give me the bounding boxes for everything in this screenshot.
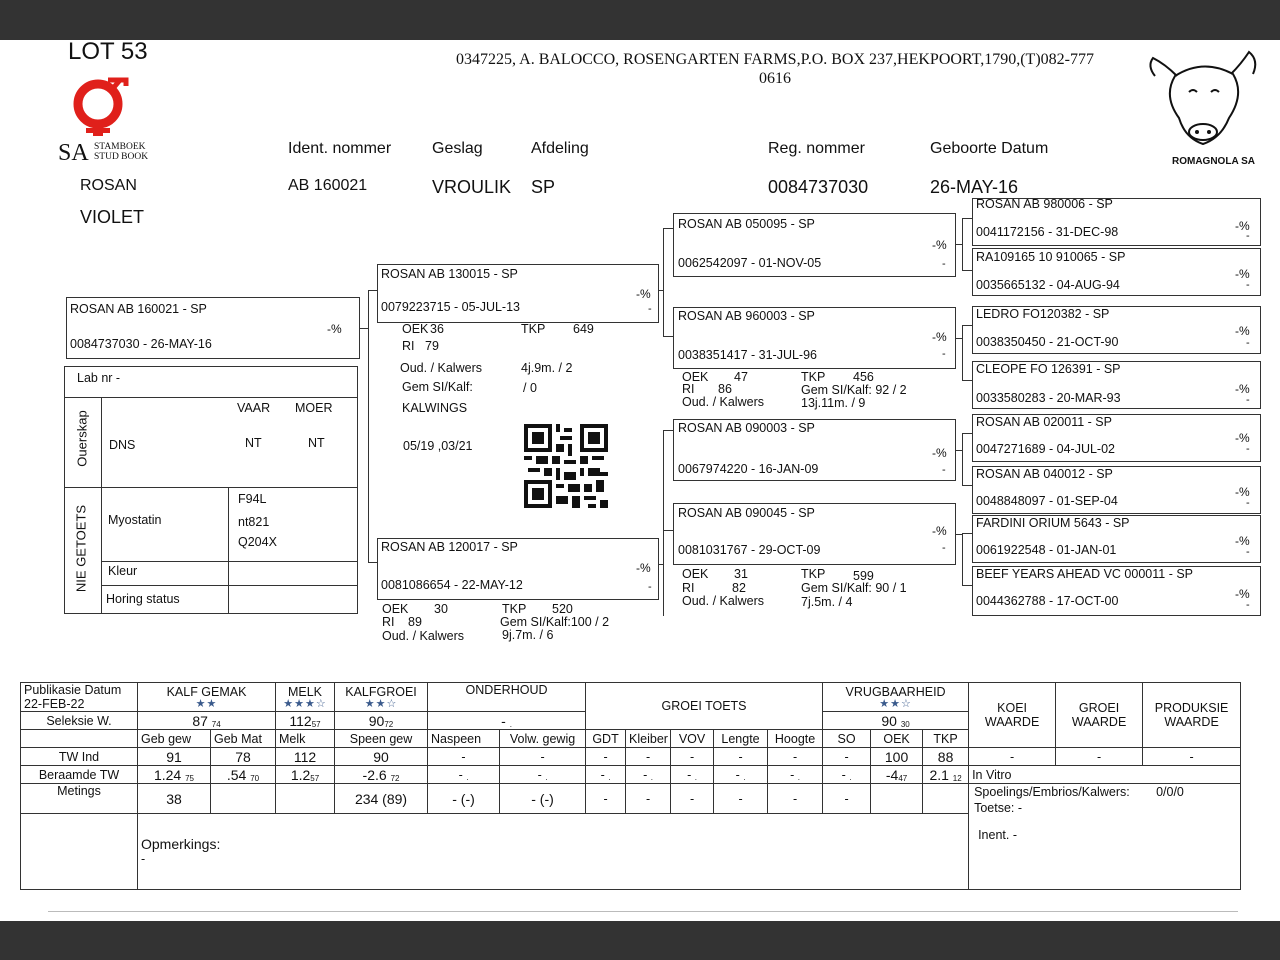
melk-stars: ★★★☆ xyxy=(283,697,327,710)
met-cell: - (-) xyxy=(428,784,500,814)
great-grandparent-box xyxy=(972,566,1261,616)
animal-name-2: VIOLET xyxy=(80,207,145,227)
dam-ri-label: RI xyxy=(382,615,395,629)
gp-tkp-label: TKP xyxy=(801,567,826,581)
ber-value: - xyxy=(790,767,795,782)
onderhoud-header: ONDERHOUD xyxy=(428,683,586,712)
sire-ri-label: RI xyxy=(402,339,415,353)
animal-afdeling: SP xyxy=(531,177,556,197)
publikasie-label: Publikasie Datum xyxy=(24,683,122,697)
ber-acc: 72 xyxy=(390,773,400,783)
sire-dash: - xyxy=(648,303,652,315)
ber-cell xyxy=(714,766,768,784)
ber-value: - xyxy=(537,767,542,782)
kalwings-dates: 05/19 ,03/21 xyxy=(403,439,473,453)
ber-cell xyxy=(428,766,500,784)
sel-onder-value: - xyxy=(501,712,506,729)
ggp-name: ROSAN AB 020011 - SP xyxy=(976,415,1112,429)
sel-kalf-value: 87 xyxy=(192,712,208,729)
great-grandparent-box xyxy=(972,414,1261,462)
tw-cell: - xyxy=(714,748,768,766)
ber-acc: . xyxy=(797,772,800,782)
gp-reg: 0038351417 - 31-JUL-96 xyxy=(678,348,817,362)
kalf-gemak-stars: ★★ xyxy=(195,697,218,710)
ber-value: - xyxy=(687,767,692,782)
ber-value: 2.1 xyxy=(929,766,949,783)
ber-value: 1.2 xyxy=(290,766,311,783)
gp-oud-label: Oud. / Kalwers xyxy=(682,594,764,608)
ber-acc: . xyxy=(545,772,548,782)
dam-ri: 89 xyxy=(408,615,422,629)
ggp-pct: -% xyxy=(1235,431,1250,445)
ggp-name: LEDRO FO120382 - SP xyxy=(976,307,1110,321)
groei-toets-header: GROEI TOETS xyxy=(586,683,823,730)
met-cell: - xyxy=(714,784,768,814)
gp-gem: Gem SI/Kalf: 92 / 2 xyxy=(801,383,907,397)
ber-value: - xyxy=(735,767,740,782)
ber-value: - xyxy=(600,767,605,782)
ggp-reg: 0033580283 - 20-MAR-93 xyxy=(976,391,1121,405)
sire-name: ROSAN AB 130015 - SP xyxy=(381,267,518,281)
ggp-reg: 0041172156 - 31-DEC-98 xyxy=(976,225,1119,239)
ggp-pct: -% xyxy=(1235,324,1250,338)
groei-waarde-header: GROEI WAARDE xyxy=(1056,683,1143,748)
gp-name: ROSAN AB 960003 - SP xyxy=(678,309,815,323)
inent-label: Inent. - xyxy=(978,828,1017,842)
table-row xyxy=(21,766,1241,784)
dam-tkp-label: TKP xyxy=(502,602,527,616)
gp-reg: 0081031767 - 29-OCT-09 xyxy=(678,543,821,557)
sel-vrug-value: 90 xyxy=(881,712,897,729)
animal-reg: 0084737030 xyxy=(768,177,869,197)
ber-label: Beraamde TW xyxy=(21,766,138,784)
ggp-dash: - xyxy=(1246,279,1250,291)
met-cell: 38 xyxy=(138,784,211,814)
ber-value: - xyxy=(643,767,648,782)
myo-f94l: F94L xyxy=(238,492,267,506)
ggp-pct: -% xyxy=(1235,587,1250,601)
gp-reg: 0062542097 - 01-NOV-05 xyxy=(678,256,822,270)
myo-q204x: Q204X xyxy=(238,535,277,549)
ggp-dash: - xyxy=(1246,443,1250,455)
sa-stamboek-logo xyxy=(70,76,130,138)
nie-getoets-label: NIE GETOETS xyxy=(73,504,89,593)
gp-ri: 82 xyxy=(732,581,746,595)
ggp-dash: - xyxy=(1246,546,1250,558)
met-cell: - xyxy=(626,784,671,814)
sire-reg: 0079223715 - 05-JUL-13 xyxy=(381,300,520,314)
met-cell: - xyxy=(768,784,823,814)
breeder-line-2: 0616 xyxy=(759,70,791,87)
opmerkings-value: - xyxy=(141,852,146,866)
ber-value: -2.6 xyxy=(362,766,387,783)
gp-oek-label: OEK xyxy=(682,370,709,384)
great-grandparent-box xyxy=(972,198,1261,246)
great-grandparent-box xyxy=(972,248,1261,296)
ber-acc: 47 xyxy=(898,773,908,783)
sel-groei xyxy=(335,712,428,730)
tw-cell: - xyxy=(500,748,586,766)
met-label: Metings xyxy=(21,784,138,814)
gp-reg: 0067974220 - 16-JAN-09 xyxy=(678,462,819,476)
ggp-name: RA109165 10 910065 - SP xyxy=(976,250,1126,264)
spoelings-cell xyxy=(969,784,1241,890)
dam-tkp: 520 xyxy=(552,602,573,616)
performance-table xyxy=(20,682,1241,890)
ouerskap-label: Ouerskap xyxy=(74,410,90,467)
gp-name: ROSAN AB 090045 - SP xyxy=(678,506,815,520)
ber-cell xyxy=(626,766,671,784)
tw-cell: 88 xyxy=(923,748,969,766)
footer-rule xyxy=(48,911,1238,912)
ggp-name: ROSAN AB 980006 - SP xyxy=(976,197,1113,211)
ber-value: -4 xyxy=(885,766,899,783)
ggp-reg: 0035665132 - 04-AUG-94 xyxy=(976,278,1120,292)
ber-cell xyxy=(335,766,428,784)
met-cell xyxy=(211,784,276,814)
col-header: Geb gew xyxy=(138,730,211,748)
ggp-reg: 0044362788 - 17-OCT-00 xyxy=(976,594,1119,608)
grandparent-box xyxy=(673,307,956,369)
ber-value: 1.24 xyxy=(153,766,182,783)
animal-name-1: ROSAN xyxy=(80,177,137,194)
dam-reg: 0081086654 - 22-MAY-12 xyxy=(381,578,523,592)
sire-oek-label: OEK xyxy=(402,322,429,336)
header-reg: Reg. nommer xyxy=(768,140,865,157)
col-header: VOV xyxy=(671,730,714,748)
lab-nr: Lab nr - xyxy=(77,371,121,385)
empty-cell xyxy=(21,730,138,748)
ber-acc: 12 xyxy=(952,773,962,783)
ggp-name: ROSAN AB 040012 - SP xyxy=(976,467,1113,481)
sel-vrug xyxy=(823,712,969,730)
dns-label: DNS xyxy=(109,438,136,452)
gp-name: ROSAN AB 090003 - SP xyxy=(678,421,815,435)
ggp-name: CLEOPE FO 126391 - SP xyxy=(976,362,1121,376)
sel-onder-acc: . xyxy=(509,719,512,729)
tw-cell: - xyxy=(768,748,823,766)
gp-dash: - xyxy=(942,258,946,270)
gp-tkp: 599 xyxy=(853,569,874,583)
empty-cell xyxy=(21,814,138,890)
ber-acc: . xyxy=(694,772,697,782)
header-ident: Ident. nommer xyxy=(288,140,392,157)
great-grandparent-box xyxy=(972,466,1261,514)
melk-header xyxy=(276,683,335,712)
qr-code[interactable] xyxy=(523,424,609,508)
sire-pct: -% xyxy=(636,287,651,301)
stamboek-label: STAMBOEK xyxy=(94,142,146,152)
tw-cell: 78 xyxy=(211,748,276,766)
breeder-info xyxy=(400,50,1150,88)
romagnola-logo-text: ROMAGNOLA SA xyxy=(1172,156,1255,167)
great-grandparent-box xyxy=(972,306,1261,354)
kalf-gemak-header xyxy=(138,683,276,712)
sire-gem: / 0 xyxy=(523,381,537,395)
grandparent-box xyxy=(673,213,956,277)
opmerkings-cell xyxy=(138,814,969,890)
subject-pct: -% xyxy=(327,322,342,336)
met-cell xyxy=(871,784,923,814)
gp-ri: 86 xyxy=(718,382,732,396)
ggp-pct: -% xyxy=(1235,485,1250,499)
col-header: GDT xyxy=(586,730,626,748)
gp-pct: -% xyxy=(932,524,947,538)
ber-cell xyxy=(823,766,871,784)
dns-moer: NT xyxy=(308,436,325,450)
ggp-name: FARDINI ORIUM 5643 - SP xyxy=(976,516,1130,530)
sire-box xyxy=(377,264,659,323)
dam-oud: 9j.7m. / 6 xyxy=(502,628,554,642)
gp-pct: -% xyxy=(932,330,947,344)
met-cell: - xyxy=(671,784,714,814)
vrugbaarheid-stars: ★★☆ xyxy=(879,697,912,710)
col-header: Geb Mat xyxy=(211,730,276,748)
kalwings-label: KALWINGS xyxy=(402,401,468,415)
grandparent-box xyxy=(673,503,956,565)
tw-cell: - xyxy=(586,748,626,766)
myo-nt821: nt821 xyxy=(238,515,270,529)
ber-cell xyxy=(138,766,211,784)
tw-cell: 112 xyxy=(276,748,335,766)
sire-gem-label: Gem SI/Kalf: xyxy=(402,380,473,394)
vrugbaarheid-header xyxy=(823,683,969,712)
col-header: SO xyxy=(823,730,871,748)
ber-cell xyxy=(871,766,923,784)
breeder-line-1: 0347225, A. BALOCCO, ROSENGARTEN FARMS,P.O. BOX 237,HEKPOORT,1790,(T)082-777 xyxy=(456,51,1094,68)
col-header: Naspeen xyxy=(428,730,500,748)
dam-pct: -% xyxy=(636,561,651,575)
ggp-pct: -% xyxy=(1235,219,1250,233)
gp-ri-label: RI xyxy=(682,581,695,595)
lot-number: LOT 53 xyxy=(68,38,148,65)
sel-kalf xyxy=(138,712,276,730)
dam-oud-label: Oud. / Kalwers xyxy=(382,629,464,643)
produksie-waarde-header: PRODUKSIE WAARDE xyxy=(1143,683,1241,748)
ber-acc: . xyxy=(608,772,611,782)
ber-cell xyxy=(671,766,714,784)
dam-name: ROSAN AB 120017 - SP xyxy=(381,540,518,554)
romagnola-bull-logo xyxy=(1145,46,1263,156)
ber-acc: 57 xyxy=(310,773,320,783)
header-geslag: Geslag xyxy=(432,140,483,157)
tw-groei: - xyxy=(1056,748,1143,766)
ber-acc: 75 xyxy=(185,773,195,783)
met-cell: 234 (89) xyxy=(335,784,428,814)
ggp-dash: - xyxy=(1246,230,1250,242)
myostatin-label: Myostatin xyxy=(108,513,162,527)
ber-value: - xyxy=(458,767,463,782)
tw-cell: - xyxy=(823,748,871,766)
sa-logo-letters: SA xyxy=(58,140,89,166)
gp-tkp: 456 xyxy=(853,370,874,384)
tw-cell: 91 xyxy=(138,748,211,766)
publikasie-cell xyxy=(21,683,138,712)
tw-cell: 100 xyxy=(871,748,923,766)
met-cell: - xyxy=(586,784,626,814)
sel-melk xyxy=(276,712,335,730)
gp-dash: - xyxy=(942,464,946,476)
ber-acc: . xyxy=(849,772,852,782)
dam-oek: 30 xyxy=(434,602,448,616)
gp-name: ROSAN AB 050095 - SP xyxy=(678,217,815,231)
sire-ri: 79 xyxy=(425,339,439,353)
ber-cell xyxy=(211,766,276,784)
great-grandparent-box xyxy=(972,515,1261,563)
met-cell: - (-) xyxy=(500,784,586,814)
publikasie-date: 22-FEB-22 xyxy=(24,697,85,711)
tw-cell: - xyxy=(626,748,671,766)
spoelings-value: 0/0/0 xyxy=(1156,785,1184,799)
gp-pct: -% xyxy=(932,238,947,252)
kleur-label: Kleur xyxy=(108,564,138,578)
top-bar xyxy=(0,0,1280,40)
ggp-dash: - xyxy=(1246,599,1250,611)
ber-acc: . xyxy=(743,772,746,782)
horing-label: Horing status xyxy=(106,592,180,606)
ggp-pct: -% xyxy=(1235,534,1250,548)
animal-ident: AB 160021 xyxy=(288,177,368,194)
ber-acc: 70 xyxy=(250,773,260,783)
col-header: TKP xyxy=(923,730,969,748)
ber-cell xyxy=(768,766,823,784)
tw-prod: - xyxy=(1143,748,1241,766)
ber-acc: . xyxy=(466,772,469,782)
header-geboorte: Geboorte Datum xyxy=(930,140,1049,157)
moer-header: MOER xyxy=(295,401,333,415)
gp-oek: 31 xyxy=(734,567,748,581)
dam-box xyxy=(377,538,659,600)
tw-cell: - xyxy=(671,748,714,766)
dam-oek-label: OEK xyxy=(382,602,409,616)
seleksie-label: Seleksie W. xyxy=(21,712,138,730)
sel-melk-acc: 57 xyxy=(311,719,321,729)
dns-vaar: NT xyxy=(245,436,262,450)
gp-ri-label: RI xyxy=(682,382,695,396)
subject-reg: 0084737030 - 26-MAY-16 xyxy=(70,337,212,351)
tw-koei: - xyxy=(969,748,1056,766)
ggp-reg: 0038350450 - 21-OCT-90 xyxy=(976,335,1119,349)
sel-melk-value: 112 xyxy=(289,712,312,729)
gp-pct: -% xyxy=(932,446,947,460)
ggp-reg: 0047271689 - 04-JUL-02 xyxy=(976,442,1115,456)
met-cell: - xyxy=(823,784,871,814)
studbook-label: STUD BOOK xyxy=(94,152,149,162)
tw-label: TW Ind xyxy=(21,748,138,766)
sire-oud: 4j.9m. / 2 xyxy=(521,361,573,375)
tw-cell: - xyxy=(428,748,500,766)
animal-geslag: VROULIK xyxy=(432,177,512,197)
ber-cell xyxy=(923,766,969,784)
ber-acc: . xyxy=(650,772,653,782)
col-header: Lengte xyxy=(714,730,768,748)
gp-oud: 13j.11m. / 9 xyxy=(801,396,866,410)
lab-box xyxy=(64,366,358,614)
table-row xyxy=(21,748,1241,766)
subject-name: ROSAN AB 160021 - SP xyxy=(70,302,207,316)
ggp-reg: 0048848097 - 01-SEP-04 xyxy=(976,494,1118,508)
ggp-dash: - xyxy=(1246,497,1250,509)
toetse-label: Toetse: - xyxy=(974,801,1023,815)
subject-box xyxy=(66,297,360,359)
ber-cell xyxy=(500,766,586,784)
sire-tkp-label: TKP xyxy=(521,322,546,336)
tw-cell: 90 xyxy=(335,748,428,766)
ggp-pct: -% xyxy=(1235,267,1250,281)
ber-value: - xyxy=(841,767,846,782)
col-header: Volw. gewig xyxy=(500,730,586,748)
ggp-reg: 0061922548 - 01-JAN-01 xyxy=(976,543,1117,557)
gp-oud: 7j.5m. / 4 xyxy=(801,595,853,609)
sel-groei-acc: 72 xyxy=(384,719,394,729)
kalfgroei-stars: ★★☆ xyxy=(364,697,398,710)
gp-dash: - xyxy=(942,348,946,360)
ber-value: .54 xyxy=(226,766,247,783)
sel-groei-value: 90 xyxy=(368,712,385,729)
sire-tkp: 649 xyxy=(573,322,594,336)
kalf-gemak-label: KALF GEMAK xyxy=(166,684,247,699)
koei-waarde-header: KOEI WAARDE xyxy=(969,683,1056,748)
col-header: Speen gew xyxy=(335,730,428,748)
vrugbaarheid-label: VRUGBAARHEID xyxy=(845,684,946,699)
stamboek-text xyxy=(94,142,148,162)
dam-dash: - xyxy=(648,581,652,593)
sel-onderhoud xyxy=(428,712,586,730)
gp-gem: Gem SI/Kalf: 90 / 1 xyxy=(801,581,907,595)
ggp-name: BEEF YEARS AHEAD VC 000011 - SP xyxy=(976,567,1193,581)
kalfgroei-label: KALFGROEI xyxy=(345,684,417,699)
ber-cell xyxy=(586,766,626,784)
bottom-bar xyxy=(0,921,1280,960)
ggp-dash: - xyxy=(1246,337,1250,349)
sire-oek: 36 xyxy=(430,322,444,336)
grandparent-box xyxy=(673,419,956,481)
table-row xyxy=(21,784,1241,814)
opmerkings-label: Opmerkings: xyxy=(141,836,221,852)
col-header: OEK xyxy=(871,730,923,748)
sel-vrug-acc: 30 xyxy=(900,719,910,729)
dam-gem: Gem SI/Kalf:100 / 2 xyxy=(500,615,610,629)
in-vitro-label: In Vitro xyxy=(969,766,1241,784)
sel-kalf-acc: 74 xyxy=(211,719,221,729)
vaar-header: VAAR xyxy=(237,401,271,415)
header-afdeling: Afdeling xyxy=(531,140,589,157)
melk-label: MELK xyxy=(287,684,323,699)
ggp-dash: - xyxy=(1246,394,1250,406)
sire-oud-label: Oud. / Kalwers xyxy=(400,361,482,375)
gp-tkp-label: TKP xyxy=(801,370,826,384)
animal-geboorte: 26-MAY-16 xyxy=(930,177,1019,197)
gp-dash: - xyxy=(942,542,946,554)
gp-oud-label: Oud. / Kalwers xyxy=(682,395,764,409)
ggp-pct: -% xyxy=(1235,382,1250,396)
ber-cell xyxy=(276,766,335,784)
gp-oek: 47 xyxy=(734,370,748,384)
kalfgroei-header xyxy=(335,683,428,712)
great-grandparent-box xyxy=(972,361,1261,409)
col-header: Kleiber xyxy=(626,730,671,748)
gp-oek-label: OEK xyxy=(682,567,709,581)
col-header: Melk xyxy=(276,730,335,748)
met-cell xyxy=(923,784,969,814)
spoelings-label: Spoelings/Embrios/Kalwers: xyxy=(974,785,1130,799)
met-cell xyxy=(276,784,335,814)
col-header: Hoogte xyxy=(768,730,823,748)
